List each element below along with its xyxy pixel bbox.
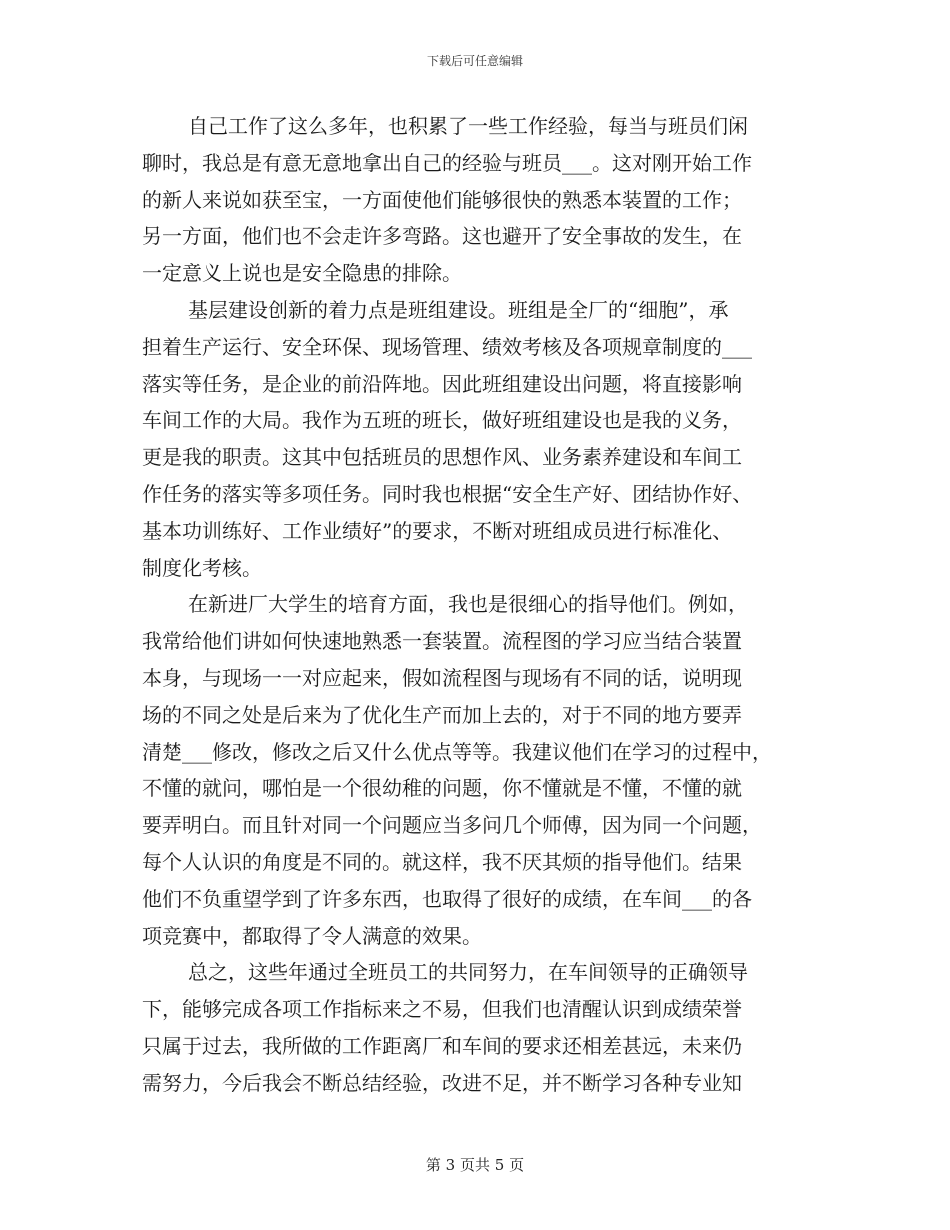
paragraph-line: 总之，这些年通过全班员工的共同努力，在车间领导的正确领导 [188, 960, 748, 985]
paragraph-line: 作任务的落实等多项任务。同时我也根据“安全生产好、团结协作好、 [142, 481, 753, 506]
page-header: 下载后可任意编辑 [426, 54, 523, 68]
paragraph-line: 项竞赛中，都取得了令人满意的效果。 [142, 923, 482, 948]
paragraph-line: 在新进厂大学生的培育方面，我也是很细心的指导他们。例如， [188, 592, 748, 617]
paragraph-line: 一定意义上说也是安全隐患的排除。 [142, 261, 462, 286]
paragraph-line: 制度化考核。 [142, 555, 262, 580]
paragraph-line: 落实等任务，是企业的前沿阵地。因此班组建设出问题，将直接影响 [142, 371, 742, 396]
paragraph [142, 108, 810, 292]
paragraph-line: 基层建设创新的着力点是班组建设。班组是全厂的“细胞”，承 [188, 297, 729, 322]
paragraph [142, 954, 810, 1101]
paragraph [142, 292, 810, 586]
paragraph-line: 每个人认识的角度是不同的。就这样，我不厌其烦的指导他们。结果 [142, 849, 742, 874]
paragraph-line: 要弄明白。而且针对同一个问题应当多问几个师傅，因为同一个问题， [142, 813, 762, 838]
paragraph-line: 更是我的职责。这其中包括班员的思想作风、业务素养建设和车间工 [142, 445, 742, 470]
paragraph-line: 本身，与现场一一对应起来，假如流程图与现场有不同的话，说明现 [142, 665, 742, 690]
paragraph-line: 他们不负重望学到了许多东西，也取得了很好的成绩，在车间___的各 [142, 886, 752, 911]
paragraph-line: 我常给他们讲如何快速地熟悉一套装置。流程图的学习应当结合装置 [142, 629, 742, 654]
paragraph-line: 担着生产运行、安全环保、现场管理、绩效考核及各项规章制度的___ [142, 334, 752, 359]
paragraph-line: 自己工作了这么多年，也积累了一些工作经验，每当与班员们闲 [188, 114, 748, 138]
paragraph-line: 需努力，今后我会不断总结经验，改进不足，并不断学习各种专业知 [142, 1070, 742, 1095]
paragraph-line: 场的不同之处是后来为了优化生产而加上去的，对于不同的地方要弄 [142, 702, 742, 727]
paragraph-line: 车间工作的大局。我作为五班的班长，做好班组建设也是我的义务， [142, 408, 742, 433]
paragraph-line: 的新人来说如获至宝，一方面使他们能够很快的熟悉本装置的工作； [142, 187, 742, 212]
page-number-footer: 第 3 页共 5 页 [425, 1156, 525, 1174]
document-body [142, 108, 810, 1102]
paragraph [142, 586, 810, 954]
paragraph-line: 清楚___修改，修改之后又什么优点等等。我建议他们在学习的过程中， [142, 739, 772, 764]
paragraph-line: 聊时，我总是有意无意地拿出自己的经验与班员___。这对刚开始工作 [142, 150, 752, 175]
paragraph-line: 另一方面，他们也不会走许多弯路。这也避开了安全事故的发生，在 [142, 224, 742, 249]
paragraph-line: 不懂的就问，哪怕是一个很幼稚的问题，你不懂就是不懂，不懂的就 [142, 776, 742, 801]
paragraph-line: 下，能够完成各项工作指标来之不易，但我们也清醒认识到成绩荣誉 [142, 997, 742, 1022]
paragraph-line: 只属于过去，我所做的工作距离厂和车间的要求还相差甚远，未来仍 [142, 1033, 742, 1058]
paragraph-line: 基本功训练好、工作业绩好”的要求，不断对班组成员进行标准化、 [142, 518, 733, 543]
